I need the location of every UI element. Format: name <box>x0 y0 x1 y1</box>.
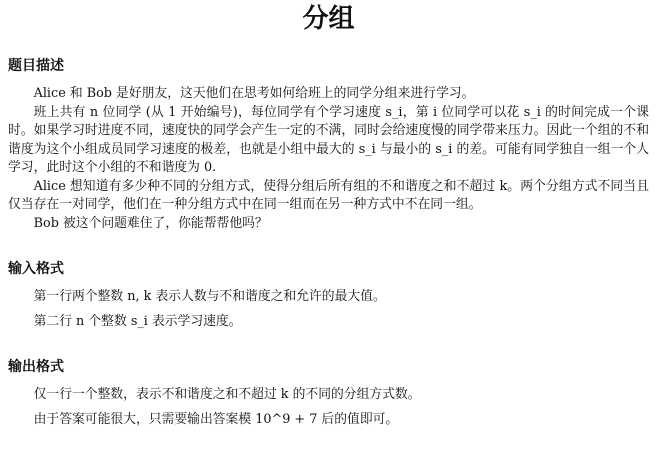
description-paragraph-4: Bob 被这个问题难住了，你能帮帮他吗？ <box>33 215 268 231</box>
input-heading: 输入格式 <box>8 261 64 277</box>
input-paragraph-2: 第二行 n 个整数 s_i 表示学习速度。 <box>33 313 242 329</box>
description-paragraph-2: 班上共有 n 位同学 (从 1 开始编号)，每位同学有个学习速度 s_i，第 i 位同学可以花 s_i 的时间完成一个课时。如果学习时进度不同，速度快的同学会产生一定的不满，同时会给速度慢的同学带来压力。因此一个组的不和谐度为这个小组成员同学习速度的极差，也就是小组中最大的 s_i 与最小的 s_i 的差。可能有同学独自一组一个人学习，此时这个小组的不和谐度为 0. <box>8 104 649 175</box>
output-paragraph-1: 仅一行一个整数，表示不和谐度之和不超过 k 的不同的分组方式数。 <box>33 387 421 402</box>
page-title: 分组 <box>302 4 355 34</box>
description-heading: 题目描述 <box>8 58 64 74</box>
input-paragraph-1: 第一行两个整数 n, k 表示人数与不和谐度之和允许的最大值。 <box>33 289 386 304</box>
description-paragraph-3: Alice 想知道有多少种不同的分组方式，使得分组后所有组的不和谐度之和不超过 k。两个分组方式不同当且仅当存在一对同学，他们在一种分组方式中在同一组而在另一种方式中不在同一组。 <box>8 178 649 212</box>
output-paragraph-2: 由于答案可能很大，只需要输出答案模 10^9 + 7 后的值即可。 <box>33 411 399 427</box>
description-paragraph-1: Alice 和 Bob 是好朋友，这天他们在思考如何给班上的同学分组来进行学习。 <box>33 86 475 101</box>
output-heading: 输出格式 <box>8 359 64 375</box>
